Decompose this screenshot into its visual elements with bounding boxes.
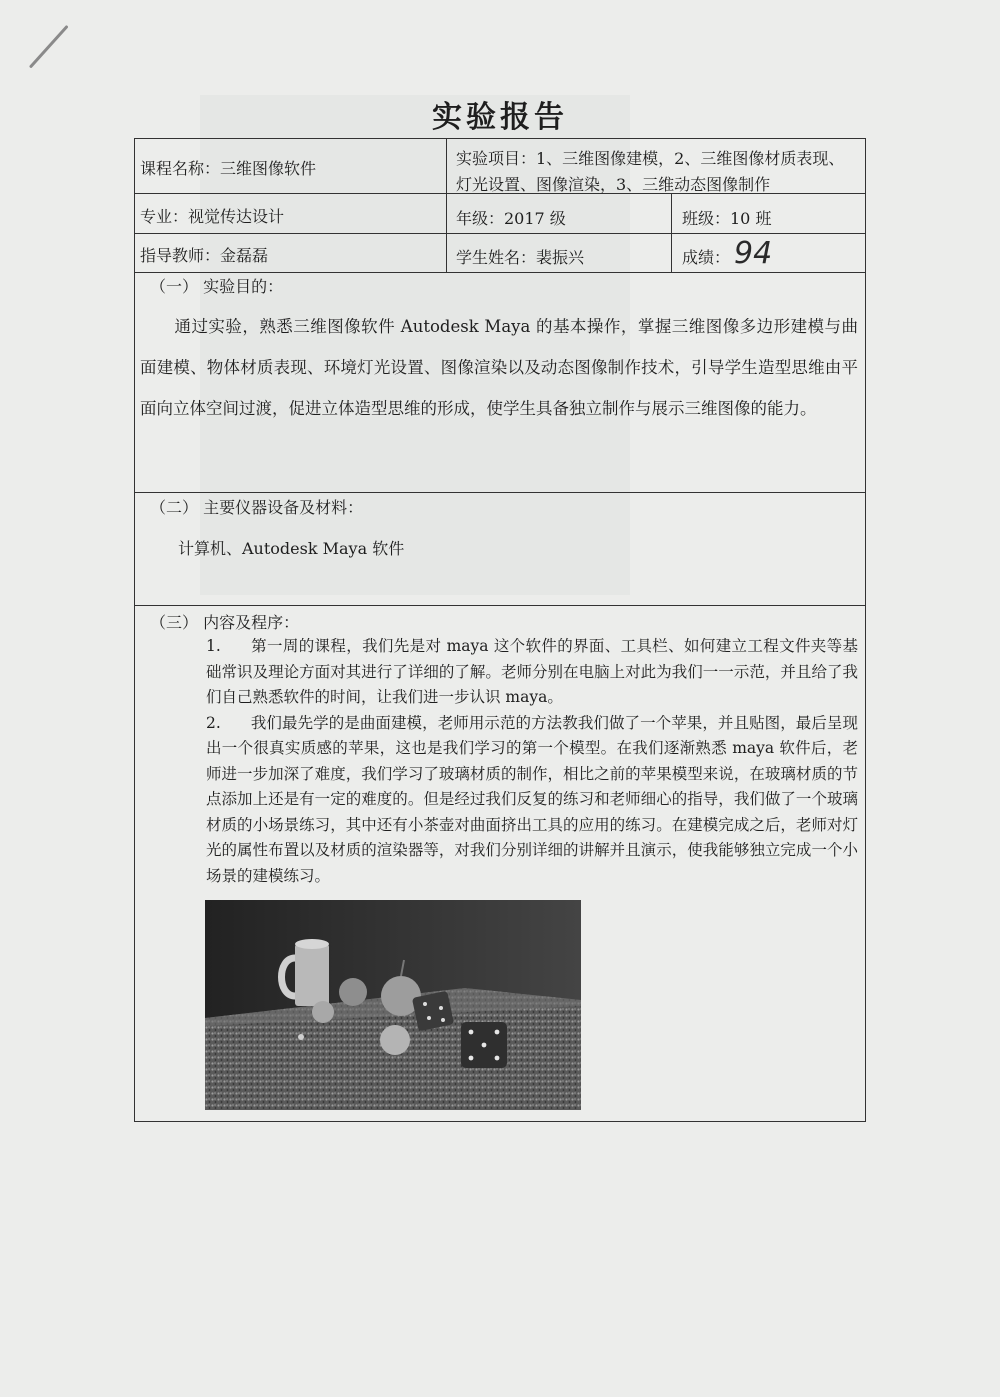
grade: 年级：2017 级 xyxy=(456,209,566,228)
score-label: 成绩： xyxy=(682,248,731,267)
section3-title: （三） 内容及程序： xyxy=(150,613,300,632)
project-line-1: 实验项目：1、三维图像建模，2、三维图像材质表现、 xyxy=(456,149,845,168)
section2-title: （二） 主要仪器设备及材料： xyxy=(150,498,364,517)
scene-render-illustration xyxy=(205,900,581,1110)
page-title: 实验报告 xyxy=(432,100,568,135)
p2-text: 我们最先学的是曲面建模，老师用示范的方法教我们做了一个苹果，并且贴图，最后呈现出一个很真实质感的苹果，这也是我们学习的第一个模型。在我们逐渐熟悉 maya 软件后，老师进一步加深了难度，我们学习了玻璃材质的制作，相比之前的苹果模型来说，在玻璃材质的节点添加上还是有一定的难度的。但是经过我们反复的练习和老师细心的指导，我们做了一个玻璃材质的小场景练习，其中还有小茶壶对曲面挤出工具的应用的练习。在建模完成之后，老师对灯光的属性布置以及材质的渲染器等，对我们分别详细的讲解并且演示，使我能够独立完成一个小场景的建模练习。 xyxy=(206,713,858,885)
section3-content xyxy=(206,634,858,889)
scene-render-photo xyxy=(205,900,581,1110)
major: 专业：视觉传达设计 xyxy=(140,207,285,226)
project-line-2: 灯光设置、图像渲染，3、三维动态图像制作 xyxy=(456,175,771,194)
row-divider xyxy=(134,272,866,273)
score-handwritten: 94 xyxy=(734,236,773,271)
row-divider xyxy=(134,492,866,493)
row-divider xyxy=(134,233,866,234)
section2-text: 计算机、Autodesk Maya 软件 xyxy=(178,539,405,558)
p1-text: 第一周的课程，我们先是对 maya 这个软件的界面、工具栏、如何建立工程文件夹等基础常识及理论方面对其进行了详细的了解。老师分别在电脑上对此为我们一一示范，并且给了我们自己熟悉软件的时间，让我们进一步认识 maya。 xyxy=(206,637,858,706)
student-name: 学生姓名：裴振兴 xyxy=(456,248,585,267)
section1-title: （一） 实验目的： xyxy=(150,277,284,296)
col-divider xyxy=(671,193,672,272)
col-divider xyxy=(446,138,447,272)
content-paragraph-1 xyxy=(206,634,858,711)
p2-number: 2. xyxy=(206,713,221,732)
class: 班级：10 班 xyxy=(682,209,772,228)
course-name: 课程名称：三维图像软件 xyxy=(140,159,317,178)
section1-text xyxy=(140,306,858,429)
p1-number: 1. xyxy=(206,637,221,655)
content-paragraph-2 xyxy=(206,711,858,890)
teacher: 指导教师：金磊磊 xyxy=(140,246,269,265)
row-divider xyxy=(134,605,866,606)
section1-body: 通过实验，熟悉三维图像软件 Autodesk Maya 的基本操作，掌握三维图像多边形建模与曲面建模、物体材质表现、环境灯光设置、图像渲染以及动态图像制作技术，引导学生造型思维由平面向立体空间过渡，促进立体造型思维的形成，使学生具备独立制作与展示三维图像的能力。 xyxy=(140,317,858,418)
staple-mark xyxy=(29,25,69,69)
